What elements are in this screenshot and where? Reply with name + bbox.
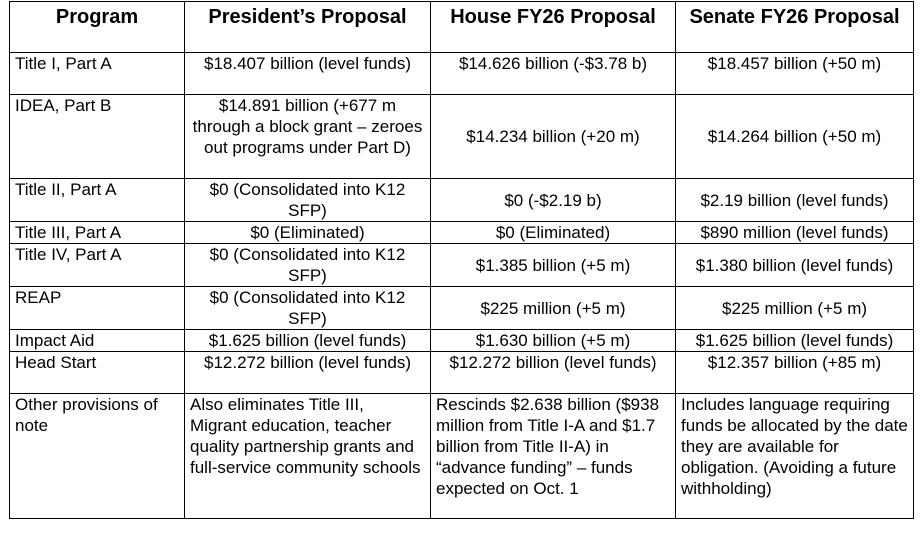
senate-cell: $14.264 billion (+50 m) [676,95,914,179]
table-row [10,95,914,179]
house-cell: $1.630 billion (+5 m) [431,330,676,352]
header-senate: Senate FY26 Proposal [676,2,914,53]
president-cell: $18.407 billion (level funds) [185,53,431,95]
president-cell: $0 (Consolidated into K12 SFP) [185,287,431,330]
president-cell: $0 (Eliminated) [185,222,431,244]
senate-cell: $1.625 billion (level funds) [676,330,914,352]
table-row [10,394,914,519]
senate-cell: $225 million (+5 m) [676,287,914,330]
house-cell: Rescinds $2.638 billion ($938 million from Title I-A and $1.7 billion from Title II-A) in “advance funding” – funds expected on Oct. 1 [431,394,676,519]
senate-cell: $18.457 billion (+50 m) [676,53,914,95]
program-cell: Title IV, Part A [10,244,185,287]
header-president: President’s Proposal [185,2,431,53]
program-cell: Title II, Part A [10,179,185,222]
program-cell: Impact Aid [10,330,185,352]
table-row [10,222,914,244]
house-cell: $1.385 billion (+5 m) [431,244,676,287]
house-cell: $14.626 billion (-$3.78 b) [431,53,676,95]
senate-cell: $12.357 billion (+85 m) [676,352,914,394]
house-cell: $225 million (+5 m) [431,287,676,330]
program-cell: REAP [10,287,185,330]
budget-table-container [9,1,914,519]
table-row [10,244,914,287]
senate-cell: Includes language requiring funds be allocated by the date they are available for obligation. (Avoiding a future withholding) [676,394,914,519]
president-cell: $12.272 billion (level funds) [185,352,431,394]
table-row [10,287,914,330]
house-cell: $0 (-$2.19 b) [431,179,676,222]
table-row [10,179,914,222]
budget-comparison-table [9,1,914,519]
header-row [10,2,914,53]
president-cell: Also eliminates Title III, Migrant education, teacher quality partnership grants and full-service community schools [185,394,431,519]
program-cell: Title III, Part A [10,222,185,244]
program-cell: Title I, Part A [10,53,185,95]
senate-cell: $1.380 billion (level funds) [676,244,914,287]
program-cell: Other provisions of note [10,394,185,519]
program-cell: Head Start [10,352,185,394]
senate-cell: $890 million (level funds) [676,222,914,244]
table-row [10,352,914,394]
header-house: House FY26 Proposal [431,2,676,53]
house-cell: $12.272 billion (level funds) [431,352,676,394]
house-cell: $0 (Eliminated) [431,222,676,244]
president-cell: $1.625 billion (level funds) [185,330,431,352]
president-cell: $0 (Consolidated into K12 SFP) [185,244,431,287]
president-cell: $0 (Consolidated into K12 SFP) [185,179,431,222]
program-cell: IDEA, Part B [10,95,185,179]
president-cell: $14.891 billion (+677 m through a block grant – zeroes out programs under Part D) [185,95,431,179]
house-cell: $14.234 billion (+20 m) [431,95,676,179]
header-program: Program [10,2,185,53]
table-row [10,53,914,95]
senate-cell: $2.19 billion (level funds) [676,179,914,222]
table-row [10,330,914,352]
